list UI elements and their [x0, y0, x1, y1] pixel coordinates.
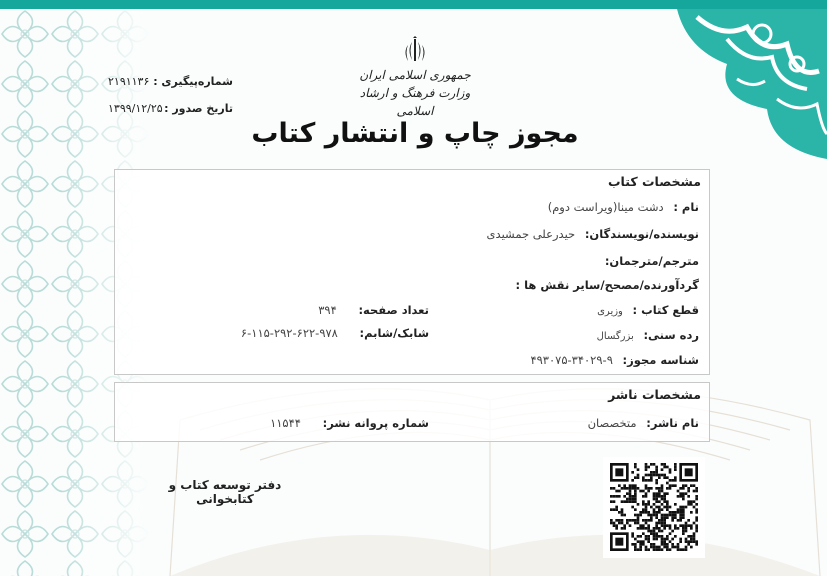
issue-date-value: ۱۳۹۹/۱۲/۲۵ [108, 102, 163, 115]
translators-label: مترجم/مترجمان: [604, 254, 699, 268]
book-size-row [597, 303, 699, 317]
compilers-label: گردآورنده/مصحح/سایر نقش ها : [515, 278, 699, 292]
authors-value: حیدرعلی جمشیدی [486, 227, 576, 241]
publisher-section-title: مشخصات ناشر [608, 387, 701, 402]
page-title: مجوز چاپ و انتشار کتاب [251, 118, 579, 149]
compilers-row [516, 278, 699, 292]
publisher-name-label: نام ناشر: [646, 416, 699, 430]
pages-row [318, 303, 429, 317]
isbn-value: ۹۷۸-۶۲۲-۲۹۲-۱۱۵-۶ [240, 326, 338, 340]
license-value: ۱۱۵۴۴ [270, 416, 301, 430]
iran-emblem-icon [400, 36, 430, 66]
authors-row [487, 227, 699, 241]
license-row [270, 416, 429, 430]
top-accent-bar [0, 0, 827, 9]
ministry-name: وزارت فرهنگ و ارشاد اسلامی [359, 86, 471, 118]
age-row [597, 328, 699, 342]
pages-value: ۳۹۴ [318, 303, 337, 317]
translators-row [605, 254, 699, 268]
permit-id-label: شناسه مجوز: [622, 353, 699, 367]
qr-code [603, 457, 705, 558]
office-name: دفتر توسعه کتاب و کتابخوانی [168, 478, 282, 506]
book-name-row [548, 200, 699, 214]
permit-id-row [530, 353, 699, 367]
age-label: رده سنی: [643, 328, 699, 342]
corner-ornament [677, 9, 827, 159]
publisher-name-row [588, 416, 699, 430]
license-label: شماره پروانه نشر: [322, 416, 429, 430]
issue-date-label: تاریخ صدور : [164, 102, 233, 115]
issue-date-row [108, 95, 233, 122]
isbn-label: شابک/شابم: [359, 326, 429, 340]
publisher-details-panel [114, 382, 710, 442]
tracking-label: شماره‌پیگیری : [153, 75, 233, 88]
tracking-value: ۲۱۹۱۱۳۶ [108, 75, 150, 88]
book-size-label: قطع کتاب : [632, 303, 699, 317]
publisher-name-value: متخصصان [587, 416, 637, 430]
book-name-value: دشت مینا(ویراست دوم) [547, 200, 664, 214]
book-section-title: مشخصات کتاب [607, 174, 701, 189]
republic-name: جمهوری اسلامی ایران [359, 68, 471, 82]
age-value: بزرگسال [596, 331, 634, 342]
qr-code-icon [610, 463, 698, 551]
isbn-row [241, 326, 429, 340]
permit-id-value: ۹-۳۴۰۲۹-۴۹۳۰۷۵ [530, 353, 613, 367]
permit-meta [108, 68, 233, 122]
pages-label: تعداد صفحه: [358, 303, 429, 317]
tracking-row [108, 68, 233, 95]
authors-label: نویسنده/نویسندگان: [584, 227, 699, 241]
book-name-label: نام : [673, 200, 699, 214]
book-details-panel [114, 169, 710, 375]
book-size-value: وزیری [597, 306, 623, 317]
issuer-header [355, 66, 475, 120]
